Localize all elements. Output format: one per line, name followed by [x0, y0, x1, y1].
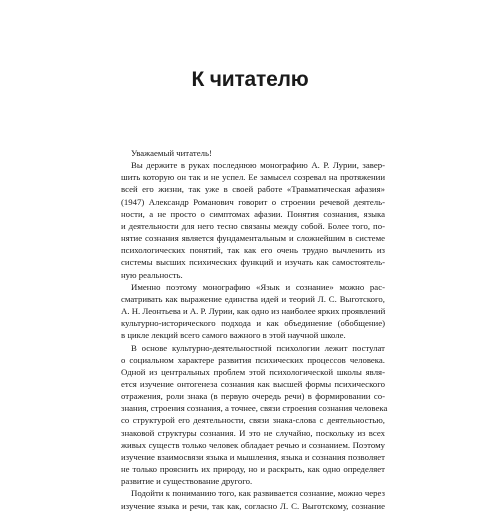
text-line: Уважаемый читатель! — [131, 148, 212, 158]
text-line: в цикле лекций всего самого важного в этой научной школе. — [121, 330, 346, 341]
text-line: ности, а не просто о симптомах афазии. Понятия сознания, языка — [121, 208, 385, 219]
page-title: К читателю — [191, 68, 309, 91]
text-line: ется изучение онтогенеза сознания как высшей формы психического — [121, 378, 385, 389]
text-line: системы высших психических функций и изучать как самостоятель- — [121, 257, 385, 268]
text-line: знаковой структуры сознания. И это не случайно, поскольку из всех — [121, 427, 385, 438]
text-line: Вы держите в руках последнюю монографию А. Р. Лурии, завер- — [131, 160, 385, 171]
paragraph — [121, 147, 385, 159]
text-line: А. Н. Леонтьева и А. Р. Лурии, как одно из наиболее ярких проявлений — [121, 306, 386, 317]
text-line: живых существ только человек обладает речью и сознанием. Поэтому — [121, 439, 385, 450]
body-text — [121, 147, 388, 512]
text-line: со структурой его деятельности, связи знака-слова с деятельностью, — [121, 415, 385, 426]
text-line: Одной из центральных проблем этой психологической школы явля- — [121, 366, 385, 377]
paragraph — [121, 342, 388, 488]
text-line: нятие сознания является фундаментальным и сложнейшим в системе — [121, 233, 385, 244]
text-line: культурно-исторического подхода и как объединение (обобщение) — [121, 318, 385, 329]
text-line: отражения, роли знака (в первую очередь речи) в формировании со- — [121, 391, 385, 402]
text-line: развитие и существование другого. — [121, 476, 253, 487]
text-line: Именно поэтому монографию «Язык и сознание» можно рас- — [131, 281, 385, 292]
text-line: (1947) Александр Романович говорит о строении речевой деятель- — [121, 196, 385, 207]
text-line: ную реальность. — [121, 269, 183, 280]
text-line: сматривать как выражение единства идей и теорий Л. С. Выготского, — [121, 293, 385, 304]
text-line: о социальном характере развития психических процессов человека. — [121, 354, 385, 365]
text-line: всей его жизни, так уже в своей работе «Травматическая афазия» — [121, 184, 385, 195]
text-line: не только прояснить их природу, но и раскрыть, как одно определяет — [121, 464, 385, 475]
text-line: психологических понятий, так как его очень трудно вычленить из — [121, 245, 385, 256]
paragraph — [121, 159, 385, 281]
text-line: Подойти к пониманию того, как развивается сознание, можно через — [131, 488, 385, 499]
text-line: и деятельности для него тесно связаны между собой. Более того, по- — [121, 220, 385, 231]
paragraph — [121, 281, 385, 342]
paragraph — [121, 487, 385, 511]
text-line: шить которую он так и не успел. Ее замысел созревал на протяжении — [121, 172, 385, 183]
text-line: изучение взаимосвязи языка и мышления, языка и сознания позволяет — [121, 451, 385, 462]
text-line: В основе культурно-деятельностной психологии лежит постулат — [131, 342, 385, 353]
text-line: изучение языка и речи, так как, согласно Л. С. Выготскому, сознание — [121, 500, 385, 511]
text-line: знания, строения сознания, а точнее, связи строения сознания человека — [121, 403, 388, 414]
